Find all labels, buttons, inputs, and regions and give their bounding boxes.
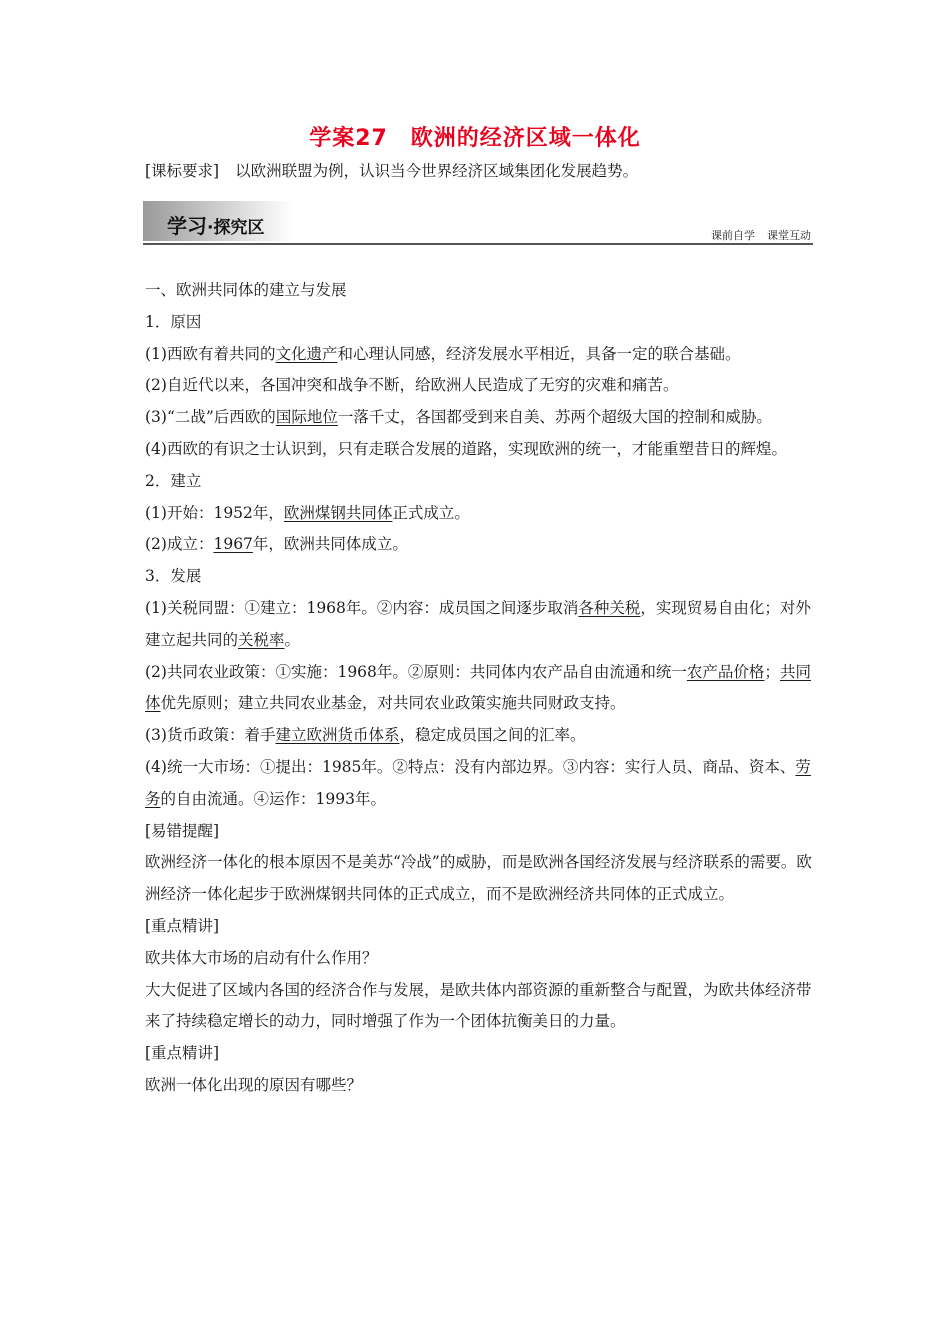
reason-2: (2)自近代以来，各国冲突和战争不断，给欧洲人民造成了无穷的灾难和痛苦。 (145, 376, 679, 395)
banner-label-sub: ·探究区 (207, 218, 265, 238)
section-heading: 一、欧洲共同体的建立与发展 (145, 281, 347, 299)
fill-blank: 1967 (213, 535, 253, 554)
fill-blank: 建立欧洲货币体系 (275, 726, 400, 745)
requirement-tag: [课标要求] (145, 162, 220, 180)
subheading-reasons: 1．原因 (145, 312, 202, 331)
page-title: 学案27 欧洲的经济区域一体化 (309, 126, 641, 151)
requirement-text: 以欧洲联盟为例，认识当今世界经济区域集团化发展趋势。 (235, 162, 639, 180)
banner-right-labels (711, 227, 811, 243)
curriculum-requirement (145, 159, 638, 181)
subheading-development: 3．发展 (145, 567, 202, 586)
reason-3: (3)“二战”后西欧的国际地位一落千丈，各国都受到来自美、苏两个超级大国的控制和威胁。 (145, 408, 772, 427)
fill-blank: 农产品价格 (686, 662, 765, 681)
section-banner (143, 201, 813, 245)
fill-blank: 文化遗产 (275, 344, 338, 363)
fill-blank: 欧洲煤钢共同体 (283, 503, 393, 522)
focus-question-1: 欧共体大市场的启动有什么作用？ (145, 948, 378, 967)
develop-3: (3)货币政策：着手建立欧洲货币体系，稳定成员国之间的汇率。 (145, 726, 586, 745)
develop-2: (2)共同农业政策：①实施：1968年。②原则：共同体内农产品自由流通和统一农产品价格；共同体优先原则；建立共同农业基金，对共同农业政策实施共同财政支持。 (145, 662, 811, 713)
banner-right-1: 课前自学 (711, 229, 755, 242)
content-body (145, 275, 813, 1102)
focus-heading-1: [重点精讲] (145, 916, 220, 935)
banner-label (167, 210, 264, 239)
focus-answer-1: 大大促进了区域内各国的经济合作与发展，是欧共体内部资源的重新整合与配置，为欧共体经济带来了持续稳定增长的动力，同时增强了作为一个团体抗衡美日的力量。 (145, 980, 812, 1031)
banner-label-main: 学习 (167, 214, 207, 238)
focus-heading-2: [重点精讲] (145, 1044, 220, 1063)
fill-blank: 关税率 (238, 630, 285, 649)
banner-right-2: 课堂互动 (767, 229, 811, 242)
fill-blank: 各种关税 (578, 598, 641, 617)
tip-heading: [易错提醒] (145, 821, 220, 840)
develop-4: (4)统一大市场：①提出：1985年。②特点：没有内部边界。③内容：实行人员、商品、资本、劳务的自由流通。④运作：1993年。 (145, 757, 811, 808)
reason-4: (4)西欧的有识之士认识到，只有走联合发展的道路，实现欧洲的统一，才能重塑昔日的辉煌。 (145, 439, 787, 458)
subheading-establishment: 2．建立 (145, 471, 202, 490)
reason-1: (1)西欧有着共同的文化遗产和心理认同感，经济发展水平相近，具备一定的联合基础。 (145, 344, 741, 363)
banner-rule (143, 243, 813, 245)
fill-blank: 劳务 (145, 757, 811, 808)
tip-text: 欧洲经济一体化的根本原因不是美苏“冷战”的威胁，而是欧洲各国经济发展与经济联系的需要。欧洲经济一体化起步于欧洲煤钢共同体的正式成立，而不是欧洲经济共同体的正式成立。 (145, 853, 812, 904)
fill-blank: 共同体 (145, 662, 811, 713)
fill-blank: 国际地位 (275, 408, 338, 427)
establish-1: (1)开始：1952年，欧洲煤钢共同体正式成立。 (145, 503, 470, 522)
develop-1: (1)关税同盟：①建立：1968年。②内容：成员国之间逐步取消各种关税，实现贸易自由化；对外建立起共同的关税率。 (145, 598, 811, 649)
establish-2: (2)成立：1967年，欧洲共同体成立。 (145, 535, 408, 554)
focus-question-2: 欧洲一体化出现的原因有哪些？ (145, 1075, 363, 1094)
